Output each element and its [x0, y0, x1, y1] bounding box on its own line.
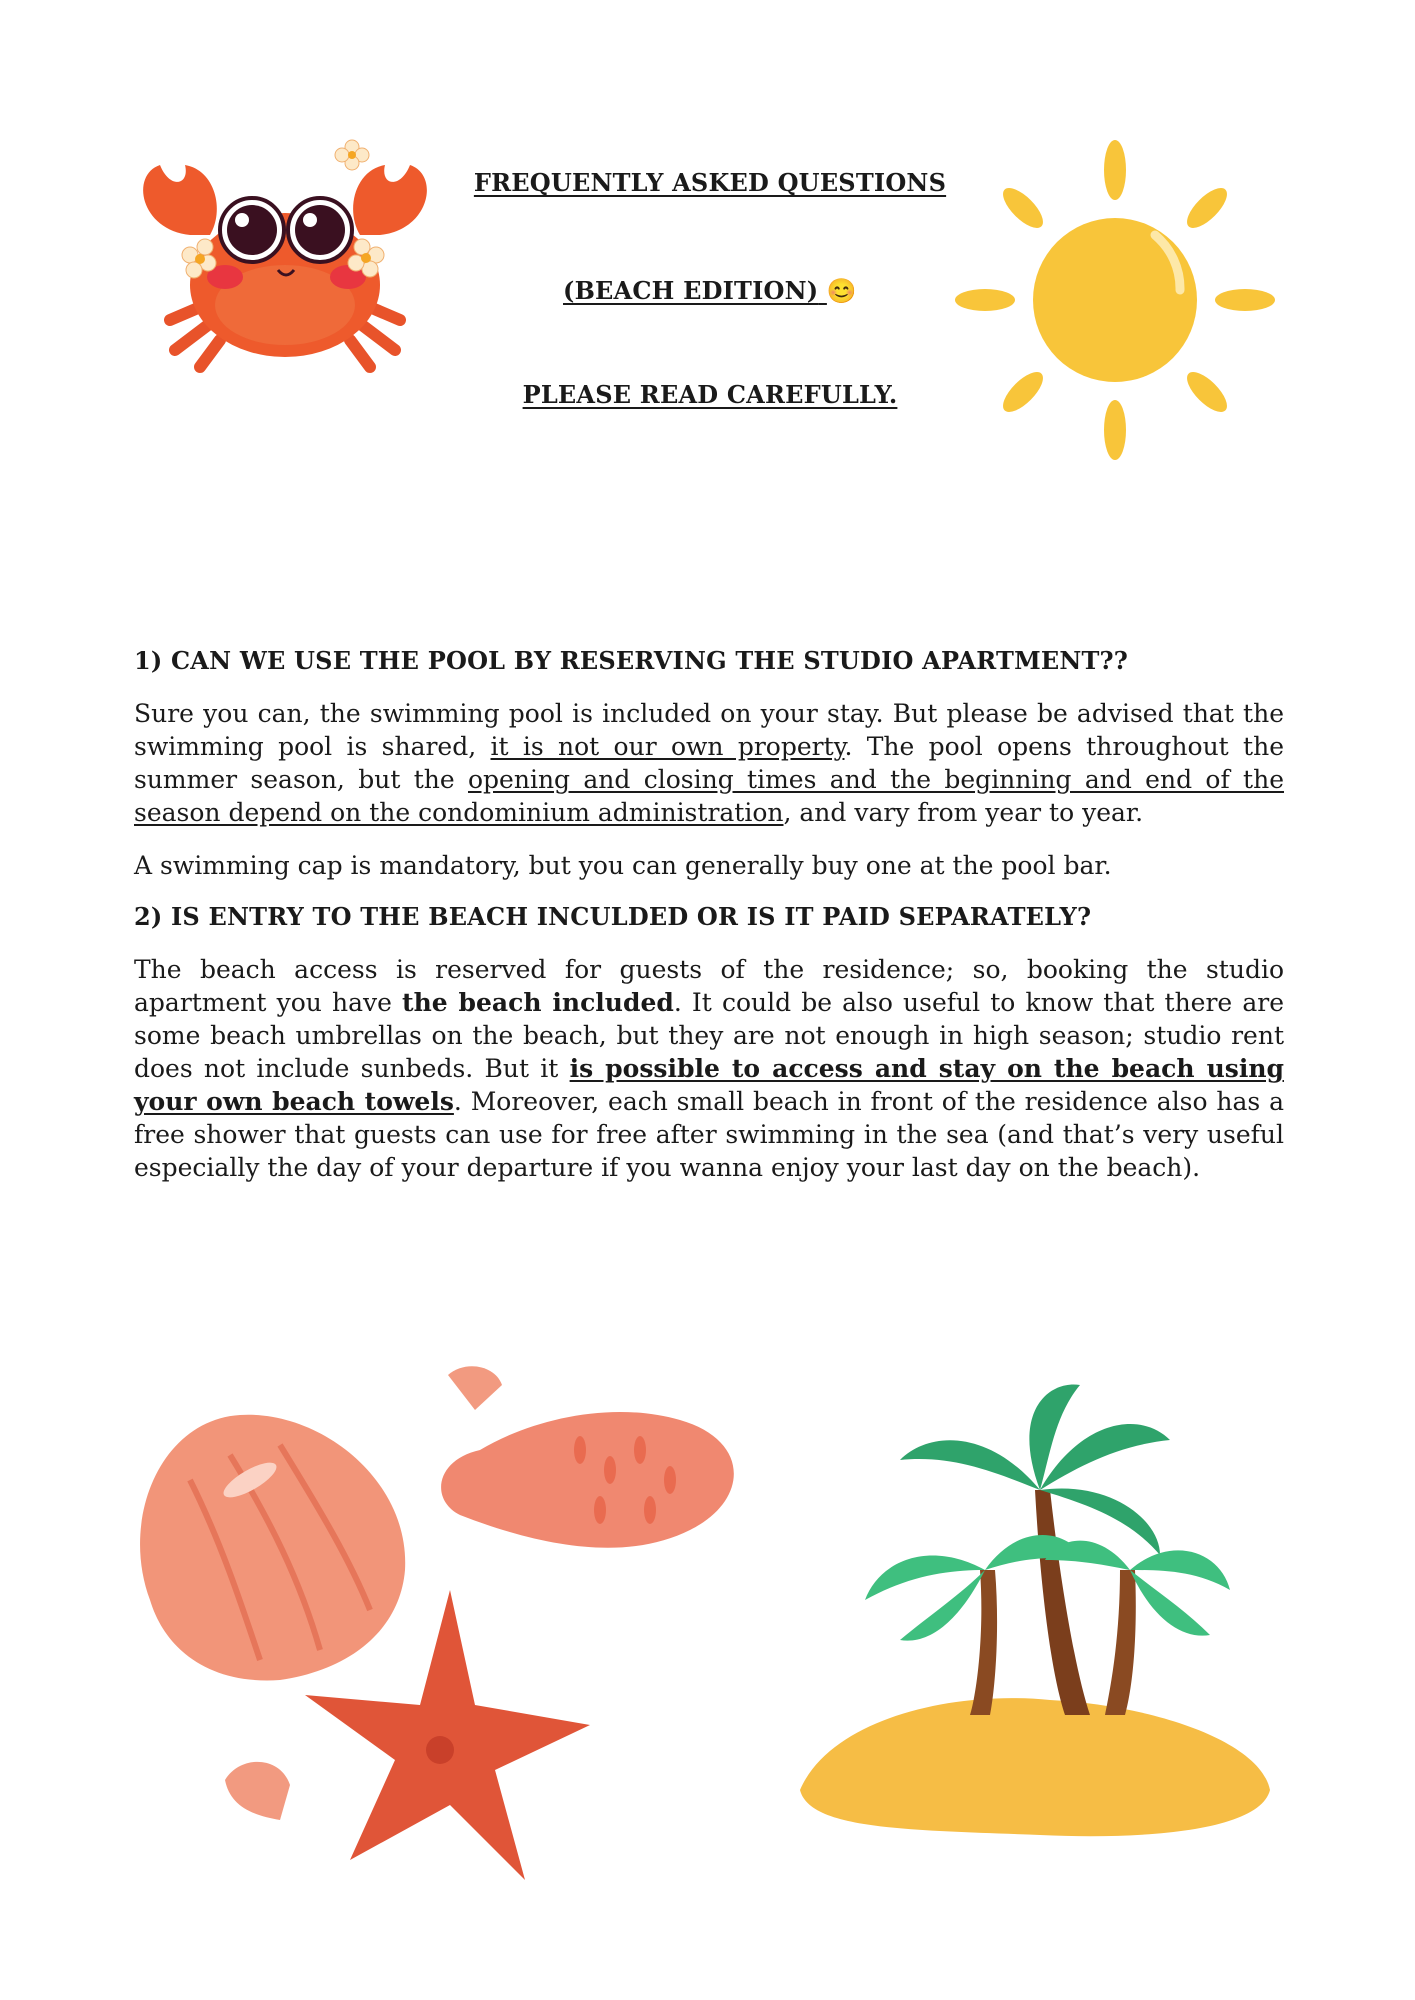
answer-1-underline-a: it is not our own property [490, 732, 845, 761]
seashells-starfish-illustration [130, 1360, 770, 1920]
title-read-carefully: PLEASE READ CAREFULLY. [522, 380, 898, 409]
faq-answer-1-note: A swimming cap is mandatory, but you can generally buy one at the pool bar. [134, 851, 1112, 880]
title-beach-edition-text: (BEACH EDITION) [563, 276, 819, 305]
answer-2-text-b: . It could be also useful to know that there are some beach umbrellas on the beach, but they are not enough in high season; studio rent does not include sunbeds. But it [134, 988, 1284, 1083]
palm-island-illustration [790, 1370, 1290, 1890]
faq-question-1: 1) CAN WE USE THE POOL BY RESERVING THE STUDIO APARTMENT?? [134, 646, 1129, 675]
answer-2-text-a: The beach access is reserved for guests of the residence; so, booking the studio apartment you have [134, 955, 1284, 1017]
answer-2-bold-a: the beach included [402, 988, 674, 1017]
answer-1-text-b: . The pool opens throughout the summer season, but the [134, 732, 1284, 794]
answer-2-text-c: . Moreover, each small beach in front of the residence also has a free shower that guests can use for free after swimming in the sea (and that’s very useful especially the day of your departure if you wanna enjoy your last day on the beach). [134, 1087, 1284, 1182]
faq-answer-2-paragraph [134, 953, 1284, 1184]
answer-2-bold-underline-a: is possible to access and stay on the beach using your own beach towels [134, 1054, 1284, 1116]
answer-1-text-c: , and vary from year to year. [783, 798, 1144, 827]
title-beach-edition [380, 276, 1040, 305]
faq-answer-1-paragraph [134, 697, 1284, 829]
faq-section [134, 646, 1284, 1184]
title-faq: FREQUENTLY ASKED QUESTIONS [473, 168, 947, 197]
answer-1-underline-b: opening and closing times and the beginning and end of the season depend on the condominium administration [134, 765, 1284, 827]
answer-1-text-a: Sure you can, the swimming pool is included on your stay. But please be advised that the swimming pool is shared, [134, 699, 1284, 761]
faq-item-2 [134, 902, 1284, 1184]
faq-item-1 [134, 646, 1284, 882]
faq-question-2: 2) IS ENTRY TO THE BEACH INCULDED OR IS IT PAID SEPARATELY? [134, 902, 1092, 931]
smiley-emoji-icon: 😊 [826, 276, 857, 305]
